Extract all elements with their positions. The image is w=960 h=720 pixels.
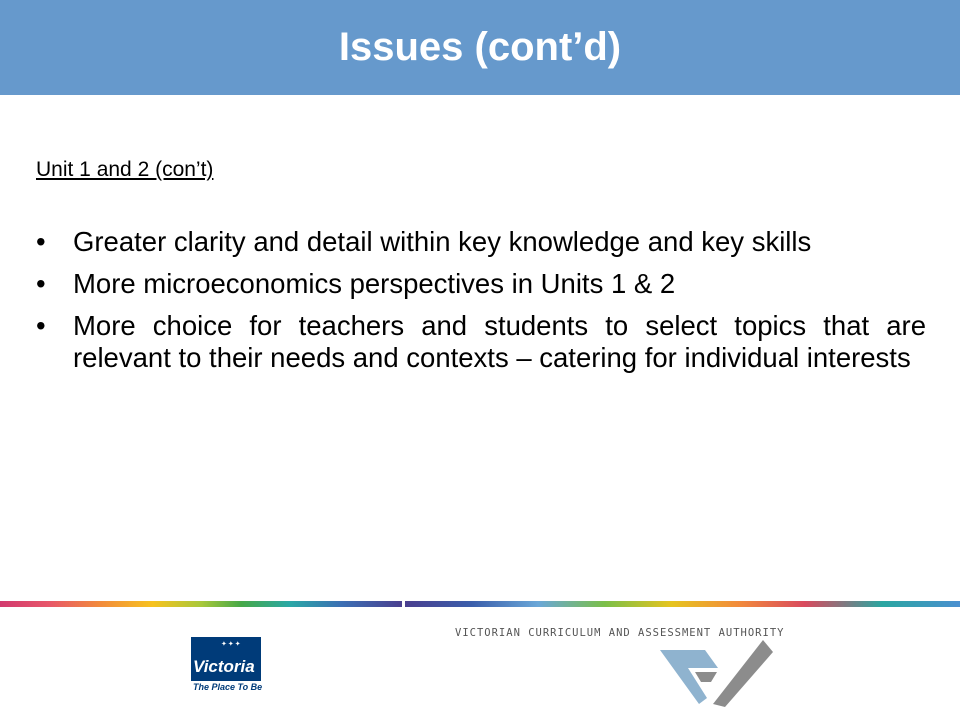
vcaa-authority-name: VICTORIAN CURRICULUM AND ASSESSMENT AUTHORITY [455, 627, 785, 639]
vcaa-logo-mid-shape [695, 672, 717, 682]
bullet-dot-icon: • [36, 226, 46, 257]
bullet-item [36, 310, 926, 374]
bullet-text: Greater clarity and detail within key knowledge and key skills [73, 226, 812, 257]
rainbow-divider-right [405, 601, 960, 607]
bullet-item [36, 268, 926, 300]
bullet-text: More choice for teachers and students to select topics that are relevant to their needs and contexts – catering for individual interests [73, 310, 926, 373]
victoria-logo [191, 637, 261, 695]
vcaa-logo-icon [655, 632, 775, 707]
bullet-text: More microeconomics perspectives in Units 1 & 2 [73, 268, 676, 299]
bullet-dot-icon: • [36, 268, 46, 299]
southern-cross-icon: ✦✦✦ [221, 641, 242, 648]
victoria-logo-name: Victoria [193, 657, 255, 676]
vcaa-logo-dark-shape [713, 640, 773, 707]
bullet-item [36, 226, 926, 258]
victoria-logo-box [191, 637, 261, 681]
bullet-list [36, 226, 926, 384]
victoria-logo-tagline: The Place To Be [193, 682, 263, 692]
rainbow-divider-left [0, 601, 402, 607]
bullet-dot-icon: • [36, 310, 46, 341]
subheading: Unit 1 and 2 (con’t) [36, 158, 214, 181]
slide-title: Issues (cont’d) [338, 25, 622, 69]
